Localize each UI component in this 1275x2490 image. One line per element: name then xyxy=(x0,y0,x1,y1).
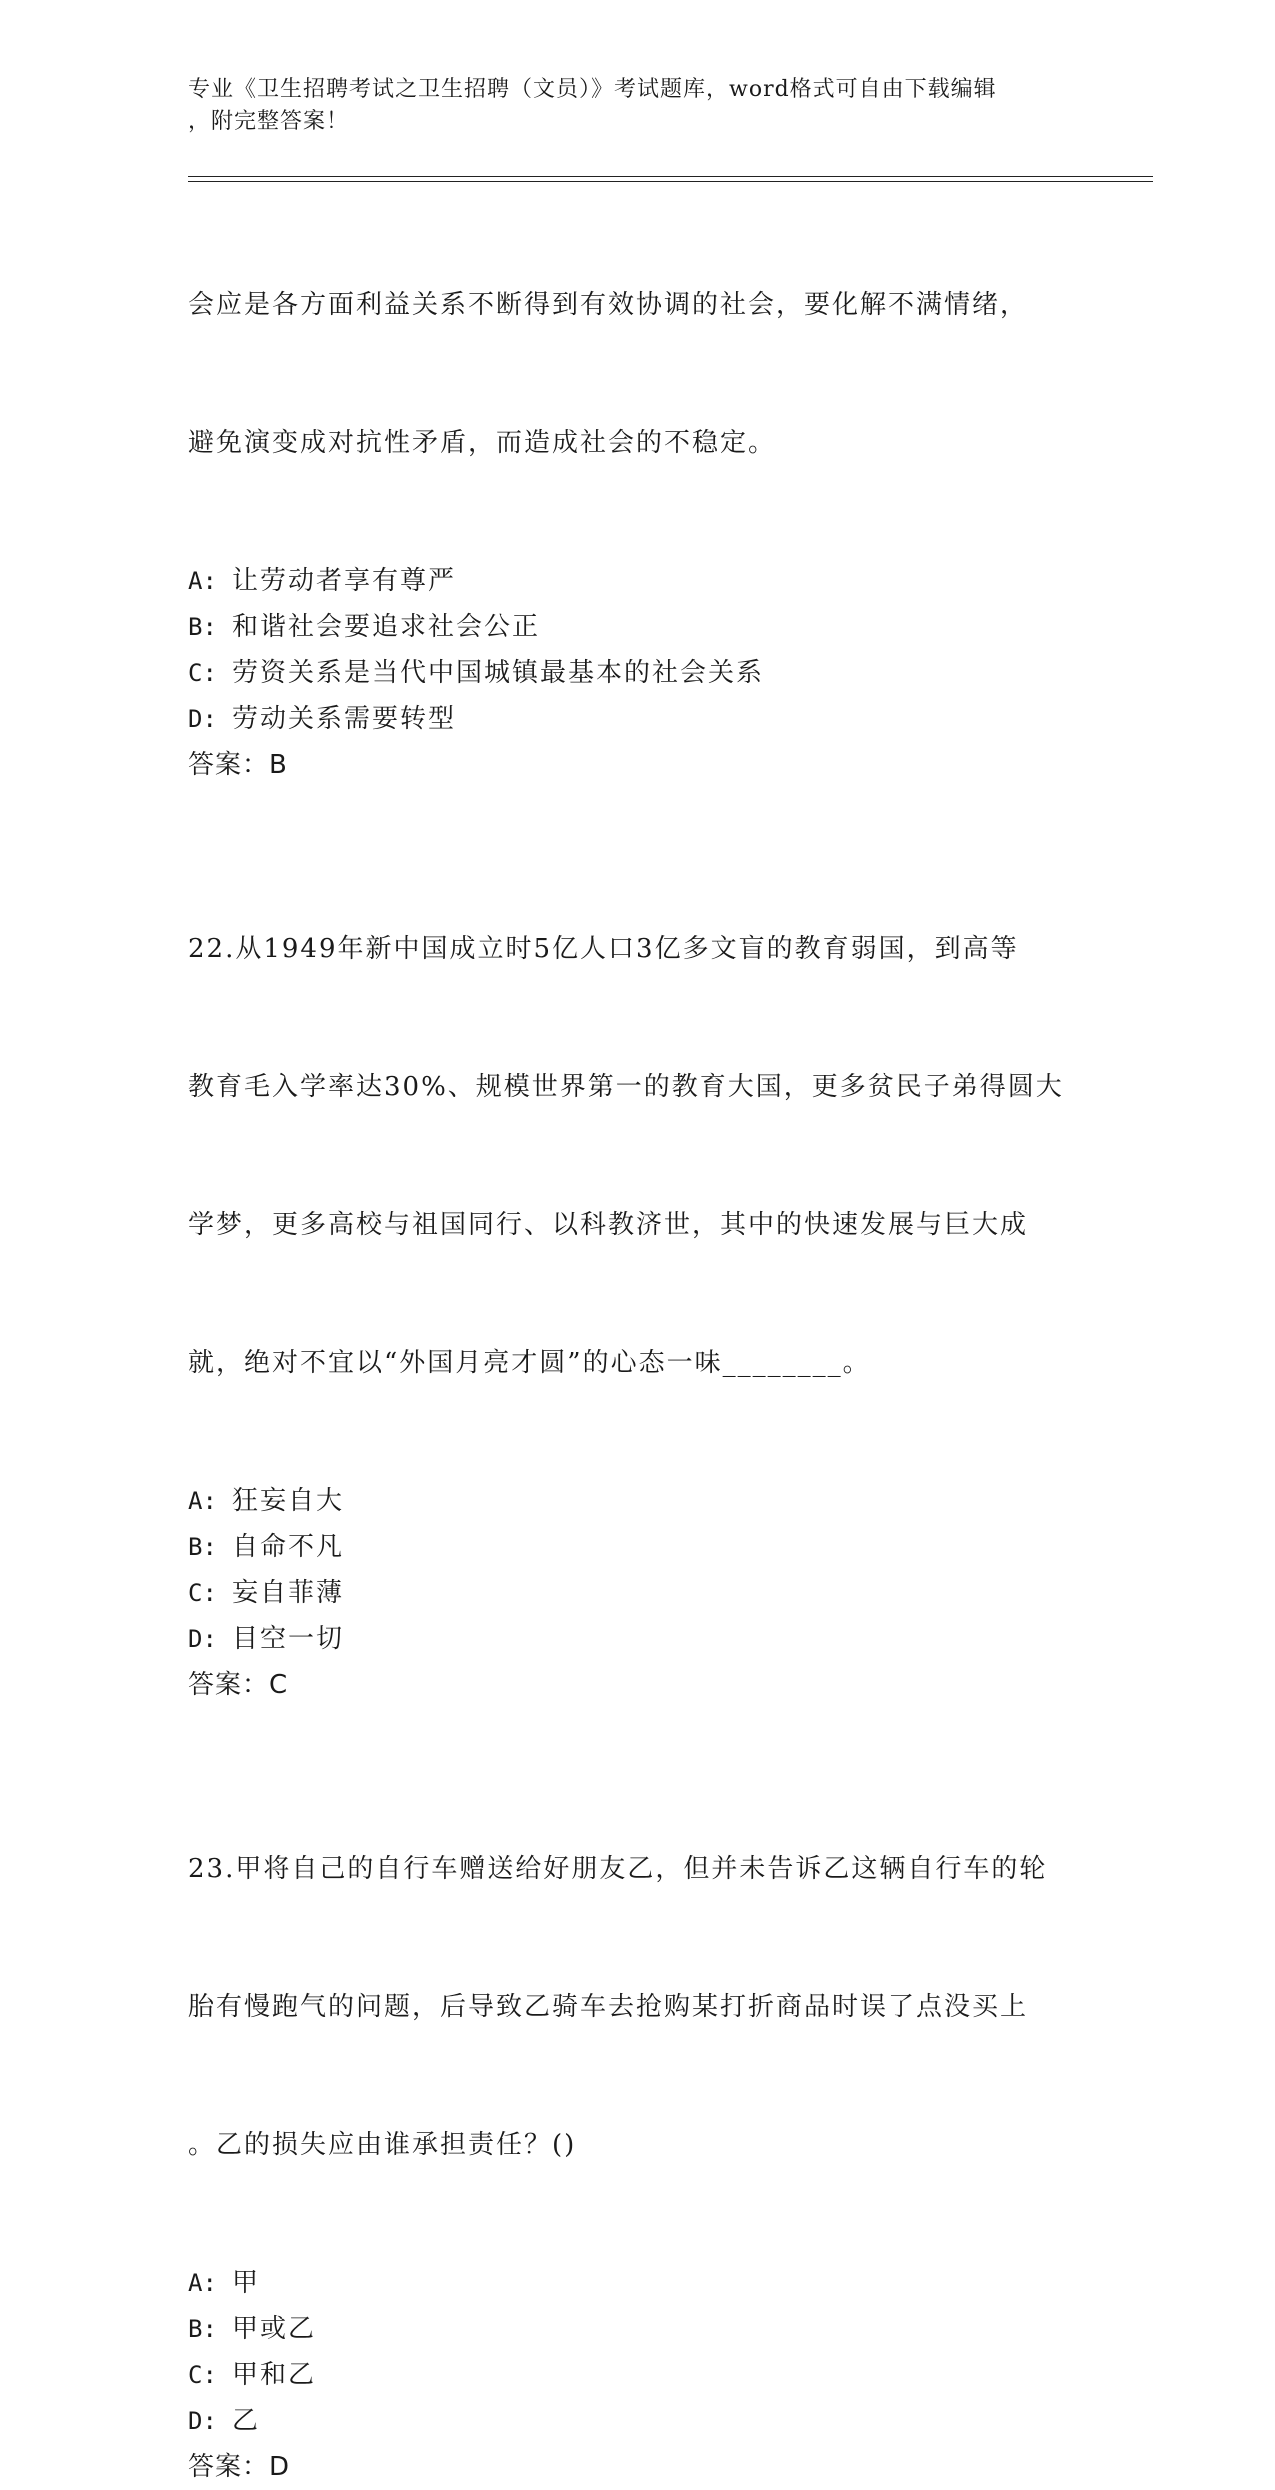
header-divider-bottom xyxy=(188,181,1153,182)
option-text: 和谐社会要追求社会公正 xyxy=(232,612,541,642)
option-text: 甲 xyxy=(232,2268,261,2298)
stem-line: 23.甲将自己的自行车赠送给好朋友乙，但并未告诉乙这辆自行车的轮 xyxy=(188,1854,1048,1884)
header-line-2: ，附完整答案！ xyxy=(188,109,350,134)
option-letter: C: xyxy=(188,659,217,687)
option-text: 乙 xyxy=(232,2406,261,2436)
option-b xyxy=(188,604,1088,650)
stem-line: 就，绝对不宜以“外国月亮才圆”的心态一味________。 xyxy=(188,1348,871,1378)
header-divider-top xyxy=(188,176,1153,177)
option-text: 劳动关系需要转型 xyxy=(232,704,457,734)
stem-line: 会应是各方面利益关系不断得到有效协调的社会，要化解不满情绪， xyxy=(188,290,1029,320)
question-block xyxy=(188,190,1088,788)
document-header xyxy=(188,74,1068,138)
option-text: 狂妄自大 xyxy=(232,1486,345,1516)
option-letter: C: xyxy=(188,1579,217,1607)
question-block xyxy=(188,834,1088,1708)
option-letter: D: xyxy=(188,1625,217,1653)
answer-line: 答案：D xyxy=(188,2452,291,2482)
option-letter: C: xyxy=(188,2361,217,2389)
option-d xyxy=(188,1616,1088,1662)
option-letter: B: xyxy=(188,2315,217,2343)
option-letter: B: xyxy=(188,613,217,641)
option-letter: B: xyxy=(188,1533,217,1561)
option-d xyxy=(188,696,1088,742)
stem-line: 。乙的损失应由谁承担责任？() xyxy=(188,2130,577,2160)
option-letter: A: xyxy=(188,2269,217,2297)
option-b xyxy=(188,2306,1088,2352)
option-text: 甲或乙 xyxy=(232,2314,317,2344)
answer-line: 答案：C xyxy=(188,1670,289,1700)
option-text: 让劳动者享有尊严 xyxy=(232,566,457,596)
option-d xyxy=(188,2398,1088,2444)
stem-line: 学梦，更多高校与祖国同行、以科教济世，其中的快速发展与巨大成 xyxy=(188,1210,1029,1240)
option-c xyxy=(188,2352,1088,2398)
option-letter: D: xyxy=(188,2407,217,2435)
stem-line: 胎有慢跑气的问题，后导致乙骑车去抢购某打折商品时误了点没买上 xyxy=(188,1992,1029,2022)
question-stem xyxy=(188,1754,1088,2260)
option-text: 劳资关系是当代中国城镇最基本的社会关系 xyxy=(232,658,765,688)
question-block xyxy=(188,1754,1088,2490)
option-letter: A: xyxy=(188,1487,217,1515)
option-b xyxy=(188,1524,1088,1570)
question-stem xyxy=(188,190,1088,558)
header-line-1: 专业《卫生招聘考试之卫生招聘（文员）》考试题库，word格式可自由下载编辑 xyxy=(188,77,997,102)
stem-line: 22.从1949年新中国成立时5亿人口3亿多文盲的教育弱国，到高等 xyxy=(188,934,1019,964)
option-text: 自命不凡 xyxy=(232,1532,345,1562)
option-a xyxy=(188,1478,1088,1524)
option-a xyxy=(188,2260,1088,2306)
question-stem xyxy=(188,834,1088,1478)
option-a xyxy=(188,558,1088,604)
stem-line: 教育毛入学率达30%、规模世界第一的教育大国，更多贫民子弟得圆大 xyxy=(188,1072,1064,1102)
option-c xyxy=(188,650,1088,696)
answer-line: 答案：B xyxy=(188,750,288,780)
option-letter: D: xyxy=(188,705,217,733)
option-text: 妄自菲薄 xyxy=(232,1578,345,1608)
stem-line: 避免演变成对抗性矛盾，而造成社会的不稳定。 xyxy=(188,428,777,458)
option-text: 目空一切 xyxy=(232,1624,345,1654)
question-list xyxy=(188,190,1088,2490)
option-letter: A: xyxy=(188,567,217,595)
option-text: 甲和乙 xyxy=(232,2360,317,2390)
option-c xyxy=(188,1570,1088,1616)
